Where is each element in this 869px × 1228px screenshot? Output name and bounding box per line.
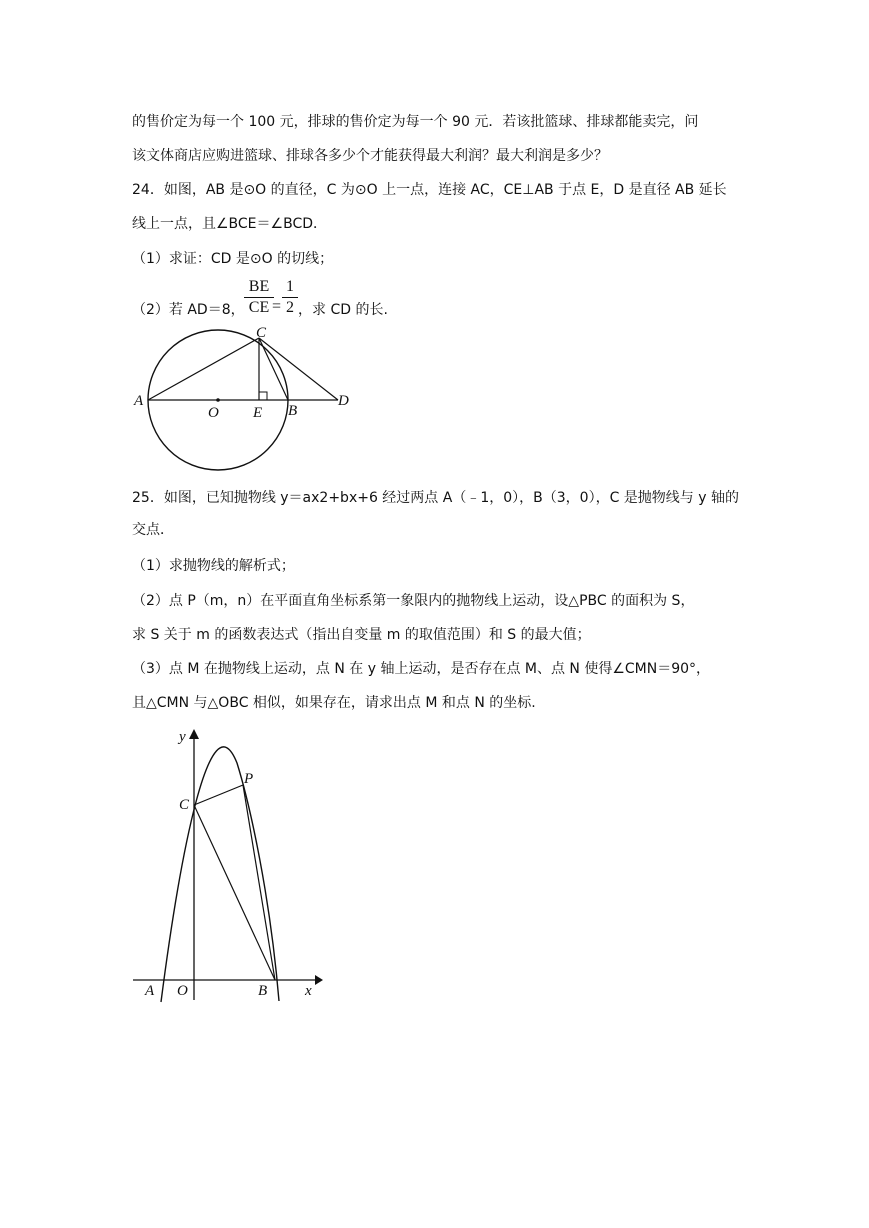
segment-cd (259, 338, 338, 400)
frac-bar (244, 297, 274, 298)
label-d: D (338, 393, 349, 409)
q24-part-1: （1）求证：CD 是⊙O 的切线； (132, 251, 334, 267)
segment-ac (148, 338, 259, 400)
frac-numerator: BE (248, 278, 270, 295)
center-dot (216, 398, 220, 402)
label-a: A (134, 393, 144, 409)
frac-denominator: 2 (286, 299, 294, 316)
q24-line-2: 线上一点，且∠BCE＝∠BCD． (132, 216, 327, 232)
segment-cb (259, 338, 288, 400)
q25-part-1: （1）求抛物线的解析式； (132, 558, 295, 574)
label-y: y (179, 729, 186, 745)
segment-cp (194, 785, 243, 805)
q24-part-2-prefix: （2）若 AD＝8， (132, 302, 245, 318)
x-axis-arrow (315, 975, 323, 985)
q24-line-1: 24．如图，AB 是⊙O 的直径，C 为⊙O 上一点，连接 AC，CE⊥AB 于点 E，D 是直径 AB 延长 (132, 182, 727, 198)
right-angle-mark (259, 392, 267, 400)
frac-denominator: CE (248, 299, 270, 316)
intro-line-1: 的售价定为每一个 100 元，排球的售价定为每一个 90 元．若该批篮球、排球都能卖完，问 (132, 114, 699, 130)
equals-sign: = (272, 298, 282, 315)
q25-part-3-line-1: （3）点 M 在抛物线上运动，点 N 在 y 轴上运动，是否存在点 M、点 N 使得∠CMN＝90°， (132, 661, 711, 677)
q25-part-2-line-2: 求 S 关于 m 的函数表达式（指出自变量 m 的取值范围）和 S 的最大值； (132, 627, 591, 643)
frac-numerator: 1 (286, 278, 294, 295)
segment-pb (243, 785, 275, 980)
q25-part-3-line-2: 且△CMN 与△OBC 相似，如果存在，请求出点 M 和点 N 的坐标. (132, 695, 536, 711)
label-b: B (258, 983, 268, 999)
y-axis-arrow (189, 729, 199, 739)
q24-fraction-be-ce (244, 278, 274, 317)
parabola-curve (161, 747, 279, 1002)
segment-cb (194, 805, 275, 980)
label-c: C (256, 325, 267, 341)
label-a: A (145, 983, 155, 999)
label-x: x (305, 983, 312, 999)
label-o: O (177, 983, 188, 999)
label-b: B (288, 403, 298, 419)
q25-line-1: 25．如图，已知抛物线 y＝ax2+bx+6 经过两点 A（﹣1，0），B（3，0），C 是抛物线与 y 轴的 (132, 490, 739, 506)
q25-line-2: 交点． (132, 522, 174, 538)
frac-bar (282, 297, 298, 298)
q24-circle-figure (128, 325, 368, 475)
q24-fraction-one-half (282, 278, 298, 317)
label-c: C (179, 797, 190, 813)
label-p: P (244, 771, 254, 787)
q25-part-2-line-1: （2）点 P（m，n）在平面直角坐标系第一象限内的抛物线上运动，设△PBC 的面积为 S， (132, 593, 695, 609)
intro-line-2: 该文体商店应购进篮球、排球各多少个才能获得最大利润？最大利润是多少？ (132, 148, 608, 164)
q25-parabola-figure (125, 725, 325, 1010)
label-o: O (208, 405, 219, 421)
q24-part-2-suffix: ，求 CD 的长. (298, 302, 388, 318)
label-e: E (253, 405, 263, 421)
